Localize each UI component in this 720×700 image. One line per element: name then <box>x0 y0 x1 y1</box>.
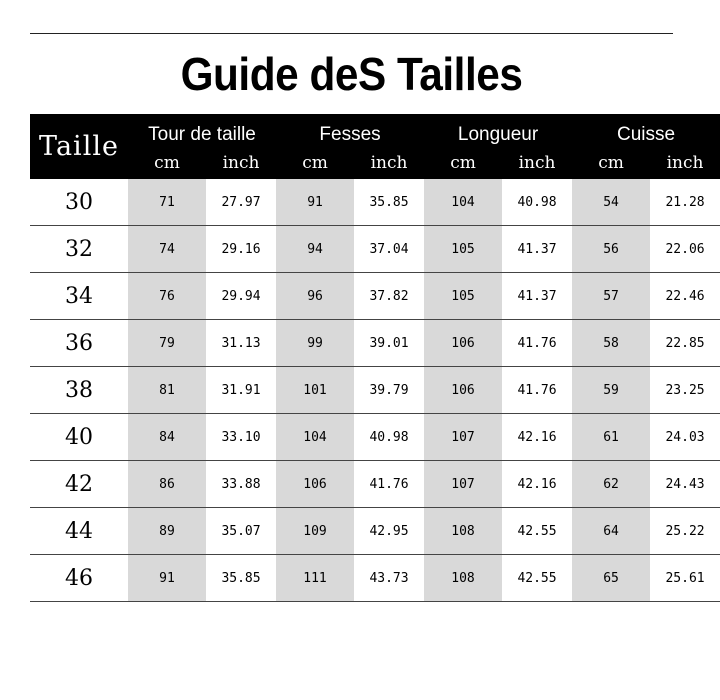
inch-value-cell: 31.13 <box>206 320 276 367</box>
header-unit-cm: cm <box>276 147 354 179</box>
cm-value-cell: 56 <box>572 226 650 273</box>
cm-value-cell: 65 <box>572 555 650 602</box>
inch-value-cell: 37.04 <box>354 226 424 273</box>
size-cell: 34 <box>30 273 128 320</box>
table-header <box>30 114 720 179</box>
table-row <box>30 226 720 273</box>
size-cell: 38 <box>30 367 128 414</box>
size-cell: 36 <box>30 320 128 367</box>
cm-value-cell: 101 <box>276 367 354 414</box>
cm-value-cell: 99 <box>276 320 354 367</box>
inch-value-cell: 35.85 <box>206 555 276 602</box>
table-row <box>30 320 720 367</box>
inch-value-cell: 41.37 <box>502 226 572 273</box>
size-cell: 30 <box>30 179 128 226</box>
header-unit-cm: cm <box>424 147 502 179</box>
cm-value-cell: 107 <box>424 414 502 461</box>
inch-value-cell: 25.61 <box>650 555 720 602</box>
cm-value-cell: 81 <box>128 367 206 414</box>
inch-value-cell: 37.82 <box>354 273 424 320</box>
header-unit-inch: inch <box>650 147 720 179</box>
inch-value-cell: 27.97 <box>206 179 276 226</box>
inch-value-cell: 23.25 <box>650 367 720 414</box>
table-row <box>30 367 720 414</box>
header-group-waist: Tour de taille <box>128 114 276 147</box>
table-row <box>30 555 720 602</box>
cm-value-cell: 105 <box>424 226 502 273</box>
inch-value-cell: 41.76 <box>354 461 424 508</box>
inch-value-cell: 35.85 <box>354 179 424 226</box>
cm-value-cell: 104 <box>276 414 354 461</box>
inch-value-cell: 31.91 <box>206 367 276 414</box>
inch-value-cell: 29.16 <box>206 226 276 273</box>
cm-value-cell: 86 <box>128 461 206 508</box>
inch-value-cell: 43.73 <box>354 555 424 602</box>
inch-value-cell: 41.37 <box>502 273 572 320</box>
cm-value-cell: 91 <box>276 179 354 226</box>
cm-value-cell: 94 <box>276 226 354 273</box>
cm-value-cell: 107 <box>424 461 502 508</box>
size-table <box>30 114 720 602</box>
cm-value-cell: 84 <box>128 414 206 461</box>
header-group-thigh: Cuisse <box>572 114 720 147</box>
inch-value-cell: 40.98 <box>354 414 424 461</box>
inch-value-cell: 25.22 <box>650 508 720 555</box>
inch-value-cell: 22.85 <box>650 320 720 367</box>
cm-value-cell: 74 <box>128 226 206 273</box>
inch-value-cell: 42.16 <box>502 461 572 508</box>
inch-value-cell: 42.55 <box>502 555 572 602</box>
table-row <box>30 461 720 508</box>
cm-value-cell: 106 <box>276 461 354 508</box>
header-group-length: Longueur <box>424 114 572 147</box>
header-group-hips: Fesses <box>276 114 424 147</box>
inch-value-cell: 24.03 <box>650 414 720 461</box>
size-cell: 32 <box>30 226 128 273</box>
header-unit-inch: inch <box>206 147 276 179</box>
inch-value-cell: 42.16 <box>502 414 572 461</box>
page-title: Guide deS Tailles <box>180 48 523 100</box>
table-body <box>30 179 720 602</box>
inch-value-cell: 24.43 <box>650 461 720 508</box>
cm-value-cell: 54 <box>572 179 650 226</box>
cm-value-cell: 109 <box>276 508 354 555</box>
header-unit-inch: inch <box>502 147 572 179</box>
cm-value-cell: 91 <box>128 555 206 602</box>
table-row <box>30 414 720 461</box>
cm-value-cell: 96 <box>276 273 354 320</box>
inch-value-cell: 39.01 <box>354 320 424 367</box>
inch-value-cell: 22.46 <box>650 273 720 320</box>
cm-value-cell: 64 <box>572 508 650 555</box>
table-row <box>30 508 720 555</box>
inch-value-cell: 33.88 <box>206 461 276 508</box>
size-guide <box>30 33 705 602</box>
inch-value-cell: 41.76 <box>502 320 572 367</box>
cm-value-cell: 62 <box>572 461 650 508</box>
inch-value-cell: 21.28 <box>650 179 720 226</box>
cm-value-cell: 108 <box>424 555 502 602</box>
inch-value-cell: 22.06 <box>650 226 720 273</box>
header-unit-cm: cm <box>128 147 206 179</box>
inch-value-cell: 35.07 <box>206 508 276 555</box>
size-cell: 46 <box>30 555 128 602</box>
cm-value-cell: 106 <box>424 320 502 367</box>
header-unit-cm: cm <box>572 147 650 179</box>
size-cell: 40 <box>30 414 128 461</box>
header-size-label: Taille <box>30 114 128 179</box>
inch-value-cell: 39.79 <box>354 367 424 414</box>
cm-value-cell: 111 <box>276 555 354 602</box>
inch-value-cell: 42.95 <box>354 508 424 555</box>
cm-value-cell: 79 <box>128 320 206 367</box>
inch-value-cell: 33.10 <box>206 414 276 461</box>
inch-value-cell: 41.76 <box>502 367 572 414</box>
cm-value-cell: 104 <box>424 179 502 226</box>
cm-value-cell: 76 <box>128 273 206 320</box>
cm-value-cell: 59 <box>572 367 650 414</box>
cm-value-cell: 71 <box>128 179 206 226</box>
header-unit-inch: inch <box>354 147 424 179</box>
inch-value-cell: 29.94 <box>206 273 276 320</box>
cm-value-cell: 106 <box>424 367 502 414</box>
inch-value-cell: 42.55 <box>502 508 572 555</box>
size-cell: 44 <box>30 508 128 555</box>
cm-value-cell: 105 <box>424 273 502 320</box>
cm-value-cell: 108 <box>424 508 502 555</box>
cm-value-cell: 89 <box>128 508 206 555</box>
table-row <box>30 179 720 226</box>
cm-value-cell: 57 <box>572 273 650 320</box>
table-row <box>30 273 720 320</box>
size-cell: 42 <box>30 461 128 508</box>
cm-value-cell: 61 <box>572 414 650 461</box>
inch-value-cell: 40.98 <box>502 179 572 226</box>
cm-value-cell: 58 <box>572 320 650 367</box>
